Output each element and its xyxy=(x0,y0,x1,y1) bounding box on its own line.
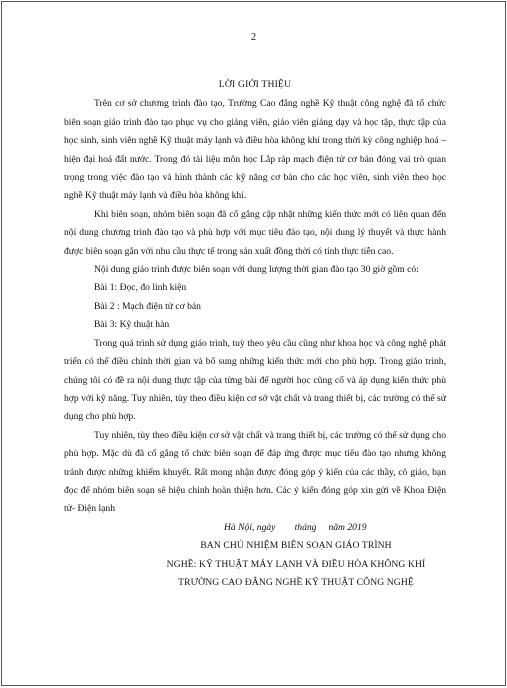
signature-profession: NGHỀ: KỸ THUẬT MÁY LẠNH VÀ ĐIỀU HÒA KHÔNG KHÍ xyxy=(166,558,426,570)
paragraph-intro: Trên cơ sở chương trình đào tạo, Trường Cao đẳng nghề Kỹ thuật công nghệ đã tổ chức biên soạn giáo trình đào tạo phục vụ cho giảng viên, giáo viên giảng dạy và học tập, thực tập của học sinh, sinh viên nghề Kỹ thuật máy lạnh và điều hòa không khí trong thời kỳ công nghiệp hoá – hiện đại hoá đất nước. Trong đó tài liệu môn học Lắp ráp mạch điện tử cơ bản đóng vai trò quan trọng trong việc đào tạo và hình thành các kỹ năng cơ bản cho các học viên, sinh viên theo học nghề Kỹ thuật máy lạnh và điều hòa không khí. xyxy=(64,98,446,202)
lesson-item: Bài 3: Kỹ thuật hàn xyxy=(94,319,170,331)
paragraph-usage: Trong quá trình sử dụng giáo trình, tuỳ theo yêu cầu cũng như khoa học và công nghệ phát triển có thể điều chỉnh thời gian và bổ sung những kiến thức mới cho phù hợp. Trong giáo trình, chúng tôi có đề ra nội dung thực tập của từng bài để người học cũng cố và áp dụng kiến thức phù hợp với kỹ năng. Tuy nhiên, tùy theo điều kiện cơ sở vật chất và trang thiết bị, các trường có thể sử dụng cho phù hợp. xyxy=(64,337,446,423)
paragraph-compilation: Khi biên soạn, nhóm biên soạn đã cố gắng cập nhật những kiến thức mới có liên quan đến nội dung chương trình đào tạo và phù hợp với mục tiêu đào tạo, nội dung lý thuyết và thực hành được biên soạn gắn với nhu cầu thực tế trong sản xuất đồng thời có tính thực tiễn cao. xyxy=(64,208,446,257)
document-body xyxy=(64,76,446,592)
paragraph-content-hours: Nội dung giáo trình được biên soạn với dung lượng thời gian đào tạo 30 giờ gồm có: xyxy=(94,264,419,276)
signature-date: Hà Nội, ngày tháng năm 2019 xyxy=(224,521,367,533)
signature-block xyxy=(136,537,456,592)
page-number: 2 xyxy=(250,32,257,43)
document-page xyxy=(1,1,506,686)
lesson-item: Bài 2 : Mạch điện tử cơ bản xyxy=(94,300,201,312)
paragraph-feedback: Tuy nhiên, tùy theo điều kiện cơ sở vật chất và trang thiết bị, các trường có thể sử dụng cho phù hợp. Mặc dù đã cố gắng tổ chức biên soạn để đáp ứng được mục tiêu đào tạo nhưng không tránh được những khiếm khuyết. Rất mong nhận được đóng góp ý kiến của các thầy, cô giáo, bạn đọc để nhóm biên soạn sẽ hiệu chỉnh hoàn thiện hơn. Các ý kiến đóng góp xin gửi về Khoa Điện tử- Điện lạnh xyxy=(64,429,446,515)
section-title: LỜI GIỚI THIỆU xyxy=(218,79,292,90)
lesson-item: Bài 1: Đọc, đo linh kiện xyxy=(94,282,187,294)
signature-committee: BAN CHỦ NHIỆM BIÊN SOẠN GIÁO TRÌNH xyxy=(200,540,392,552)
signature-school: TRƯỜNG CAO ĐẲNG NGHỀ KỸ THUẬT CÔNG NGHỆ xyxy=(178,576,414,588)
